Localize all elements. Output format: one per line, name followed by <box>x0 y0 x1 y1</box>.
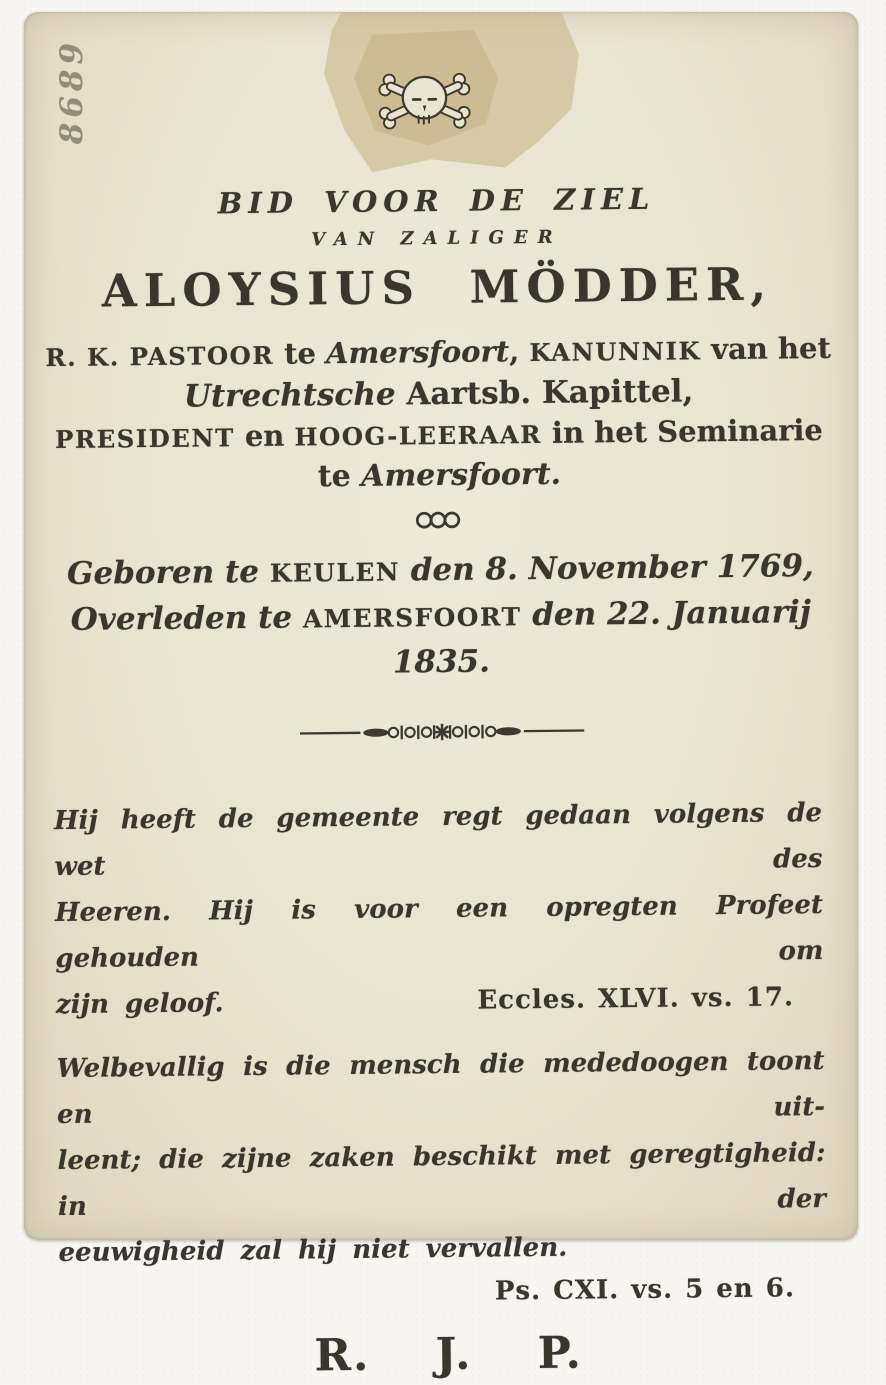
role-fragment: KANUNNIK <box>529 336 701 367</box>
skull-outline <box>403 77 447 119</box>
quote-line: Welbevallig is die mensch die mededoogen toont en uit- <box>56 1038 825 1138</box>
invocation-heading: BID VOOR DE ZIEL <box>19 180 853 223</box>
role-fragment: van het <box>701 331 831 366</box>
quote-line-end: zijn geloof. <box>56 980 224 1028</box>
role-line-1 <box>21 328 855 379</box>
skull-icon-svg <box>372 60 477 143</box>
quote-last-line-with-reference <box>56 974 824 1028</box>
role-fragment: te <box>274 336 326 371</box>
invocation-subline: VAN ZALIGER <box>20 224 854 255</box>
quote-line: leent; die zijne zaken beschikt met geregtigheid: in der <box>57 1130 826 1230</box>
coil-ornament-icon <box>23 504 857 537</box>
role-fragment: , <box>509 334 530 368</box>
role-line-3 <box>22 410 856 461</box>
quote-line: Heeren. Hij is voor een opregten Profeet gehouden om <box>55 882 824 982</box>
memorial-card <box>24 12 858 1240</box>
date-fragment: den 8. November 1769, <box>400 548 814 588</box>
role-fragment: en <box>235 419 295 454</box>
date-fragment: Overleden te <box>71 599 304 637</box>
role-fragment: PRESIDENT <box>55 423 235 454</box>
rip-blackletter-text: R. J. P. <box>31 1325 865 1385</box>
role-fragment: HOOG-LEERAAR <box>294 420 542 452</box>
quote-line: eeuwigheid zal hij niet vervallen. <box>58 1222 826 1276</box>
role-fragment: Amersfoort <box>326 334 509 370</box>
role-fragment: Utrechtsche <box>184 376 396 414</box>
scripture-reference-2-line <box>59 1270 827 1317</box>
scripture-reference-1: Eccles. XLVI. vs. 17. <box>477 974 794 1023</box>
deceased-name: ALOYSIUS MÖDDER, <box>20 258 854 319</box>
skull-and-crossbones-icon <box>372 60 477 143</box>
scripture-quote-1 <box>54 790 824 1028</box>
role-fragment: R. K. PASTOOR <box>45 341 274 372</box>
printed-content <box>18 8 865 1245</box>
handwritten-inventory-number: 8689 <box>54 38 90 144</box>
death-line <box>24 590 859 689</box>
date-fragment: KEULEN <box>270 557 400 587</box>
date-fragment: den 22. Januarij 1835. <box>393 594 812 680</box>
roles-block <box>21 328 857 501</box>
role-fragment: te <box>318 459 362 494</box>
dates-block <box>23 544 858 689</box>
role-fragment: Amersfoort. <box>361 457 561 494</box>
role-fragment: in het Seminarie <box>542 413 823 450</box>
date-fragment: AMERSFOORT <box>303 602 522 633</box>
quote-line: Hij heeft de gemeente regt gedaan volgens de wet des <box>54 790 823 890</box>
date-fragment: Geboren te <box>67 554 270 592</box>
scripture-quote-2 <box>56 1038 826 1276</box>
role-fragment: Aartsb. Kapittel, <box>395 373 693 412</box>
scripture-reference-2: Ps. CXI. vs. 5 en 6. <box>495 1273 795 1306</box>
ornamental-divider-icon <box>25 716 859 749</box>
